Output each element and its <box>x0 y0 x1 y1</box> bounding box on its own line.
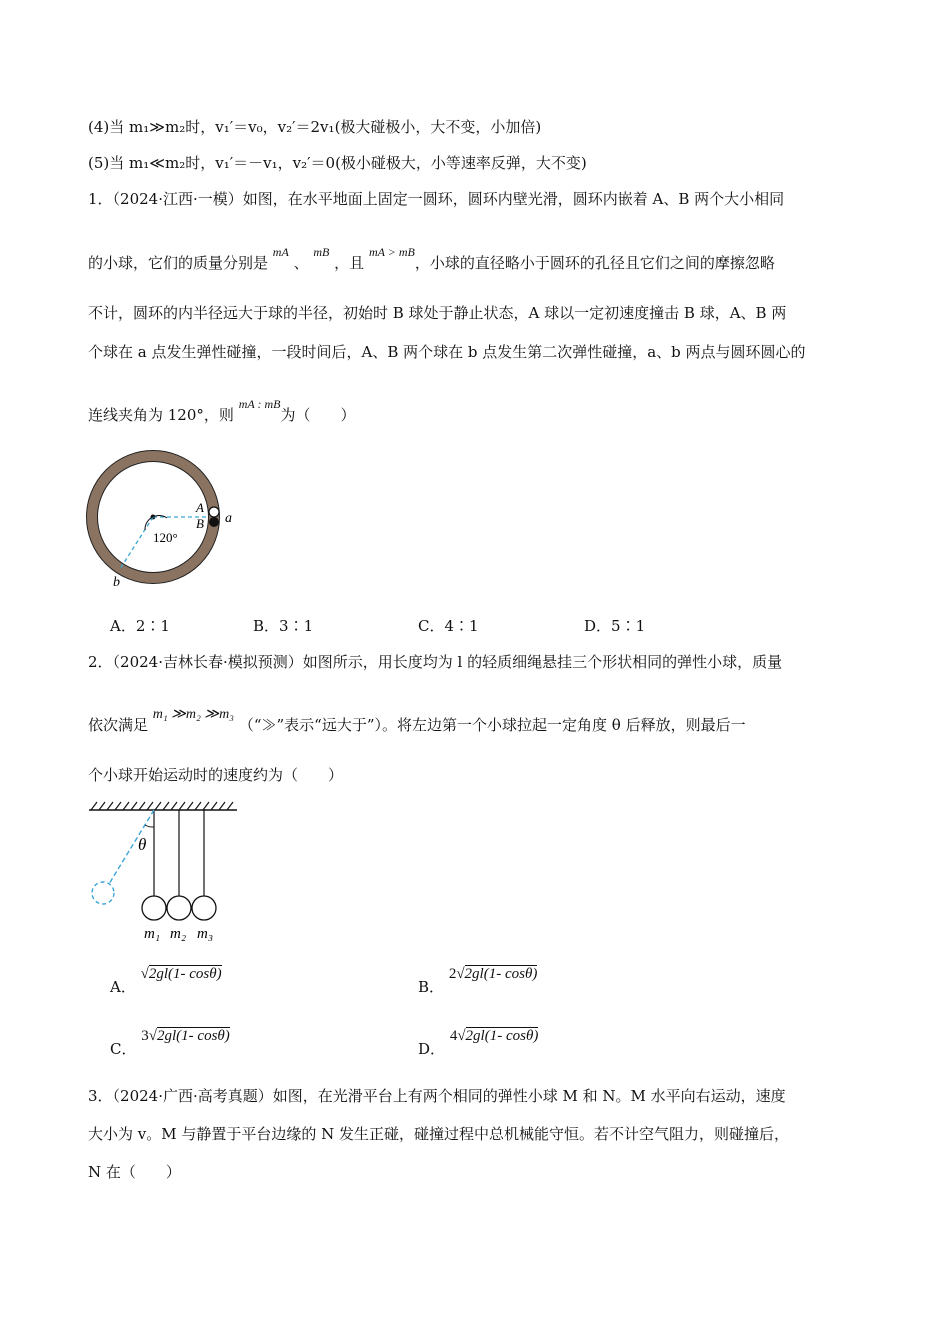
q1-line5b: 为（ ） <box>280 406 356 424</box>
q1-line5a: 连线夹角为 120°，则 <box>88 406 234 424</box>
q2-line3: 个小球开始运动时的速度约为（ ） <box>88 766 344 784</box>
q2-option-b[interactable] <box>418 962 538 996</box>
q2-option-a-expr: 2gl(1- cosθ) <box>148 966 222 982</box>
q1-mass-b: mB <box>313 245 330 259</box>
ball-b <box>209 517 219 527</box>
q2-line2b: （“≫”表示“远大于”）。将左边第一个小球拉起一定角度 θ 后释放，则最后一 <box>238 716 746 734</box>
label-b: b <box>113 575 120 590</box>
rule-5-condition: m₁≪m₂ <box>129 154 186 172</box>
q1-line2a: 的小球，它们的质量分别是 <box>88 254 269 272</box>
ball-m3 <box>192 896 216 920</box>
ceiling-hatch <box>91 802 233 810</box>
q1-mass-a: mA <box>272 245 289 259</box>
q3-line1: 3．（2024·广西·高考真题）如图，在光滑平台上有两个相同的弹性小球 M 和 N。M 水平向右运动，速度 <box>88 1087 786 1105</box>
rule-4-v2: v₂′＝2v₁ <box>277 118 335 136</box>
q1-option-b[interactable]: B．3∶1 <box>253 617 314 635</box>
q1-option-d[interactable]: D．5∶1 <box>584 617 646 635</box>
q1-option-a[interactable]: A．2∶1 <box>110 617 170 635</box>
q2-option-c-coef: 3 <box>141 1028 149 1044</box>
rule-4 <box>88 116 541 138</box>
rule-4-v1: v₁′＝v₀， <box>215 118 278 136</box>
q2-option-d-formula: 4√2gl(1- cosθ) <box>449 1028 539 1044</box>
q2-option-d-label: D． <box>418 1040 446 1058</box>
rule-5-v1: v₁′＝－v₁， <box>215 154 293 172</box>
rule-5-note: (极小碰极大，小等速率反弹，大不变) <box>335 154 587 172</box>
rule-4-prefix: (4)当 <box>88 118 130 136</box>
q2-option-a-label: A． <box>110 978 136 996</box>
raised-string <box>109 810 154 884</box>
q3-line2: 大小为 v。M 与静置于平台边缘的 N 发生正碰，碰撞过程中总机械能守恒。若不计空气阻力，则碰撞后， <box>88 1125 790 1143</box>
q1-sep: 、 <box>293 254 309 272</box>
ball-a <box>209 507 219 517</box>
rule-4-condition: m₁≫m₂ <box>129 118 186 136</box>
q2-option-c-expr: 2gl(1- cosθ) <box>157 1028 230 1044</box>
q2-option-a-formula: √2gl(1- cosθ) <box>140 966 222 982</box>
q2-line1: 2．（2024·吉林长春·模拟预测）如图所示，用长度均为 l 的轻质细绳悬挂三个形状相同的弹性小球，质量 <box>88 653 783 671</box>
q1-line1: 1．（2024·江西·一模）如图，在水平地面上固定一圆环，圆环内壁光滑，圆环内嵌着 A、B 两个大小相同 <box>88 190 785 208</box>
q1-line5 <box>88 397 356 427</box>
label-m2: m₂ <box>170 926 187 942</box>
angle-label: 120° <box>153 530 178 545</box>
q2-option-a[interactable] <box>110 962 222 996</box>
q2-option-c-label: C． <box>110 1040 137 1058</box>
q1-option-c[interactable]: C．4∶1 <box>418 617 479 635</box>
q2-line2a: 依次满足 <box>88 716 149 734</box>
q2-line2 <box>88 707 746 738</box>
rule-5-mid: 时， <box>185 154 216 172</box>
q1-ring-figure <box>85 450 255 590</box>
q2-option-b-coef: 2 <box>448 966 457 982</box>
q2-option-b-expr: 2gl(1- cosθ) <box>464 966 538 982</box>
ball-m1 <box>142 896 166 920</box>
theta-arc <box>145 825 154 827</box>
q2-mass-condition: m₁ ≫m₂ ≫m₃ <box>152 707 235 722</box>
q2-option-d-coef: 4 <box>449 1028 458 1044</box>
q2-option-c-formula: 3√2gl(1- cosθ) <box>141 1028 230 1044</box>
ball-m2 <box>167 896 191 920</box>
q2-option-c[interactable] <box>110 1024 230 1058</box>
label-m3: m₃ <box>197 926 214 942</box>
q1-line4: 个球在 a 点发生弹性碰撞，一段时间后，A、B 两个球在 b 点发生第二次弹性碰撞，a、b 两点与圆环圆心的 <box>88 343 806 361</box>
rule-5-v2: v₂′＝0 <box>292 154 336 172</box>
rule-4-note: (极大碰极小，大不变，小加倍) <box>334 118 542 136</box>
rule-4-mid: 时， <box>185 118 216 136</box>
label-B: B <box>196 516 204 531</box>
q1-line2c: ，小球的直径略小于圆环的孔径且它们之间的摩擦忽略 <box>414 254 775 272</box>
q2-option-b-label: B． <box>418 978 445 996</box>
q1-ratio: mA : mB <box>238 397 281 411</box>
label-m1: m₁ <box>144 926 161 942</box>
label-A: A <box>196 500 204 515</box>
q1-line3: 不计，圆环的内半径远大于球的半径，初始时 B 球处于静止状态，A 球以一定初速度撞击 B 球，A、B 两 <box>88 304 787 322</box>
q2-option-b-formula: 2√2gl(1- cosθ) <box>448 966 538 982</box>
q3-line3: N 在（ ） <box>88 1163 181 1181</box>
rule-5 <box>88 152 587 174</box>
theta-label: θ <box>138 835 147 854</box>
q1-inequality: mA > mB <box>368 245 415 259</box>
rule-5-prefix: (5)当 <box>88 154 130 172</box>
raised-ball <box>92 882 114 904</box>
q2-option-d[interactable] <box>418 1024 539 1058</box>
q2-pendulum-figure <box>85 800 245 945</box>
q1-line2 <box>88 245 775 275</box>
q1-line2b: ，且 <box>334 254 365 272</box>
q2-option-d-expr: 2gl(1- cosθ) <box>465 1028 539 1044</box>
label-a: a <box>225 511 232 526</box>
